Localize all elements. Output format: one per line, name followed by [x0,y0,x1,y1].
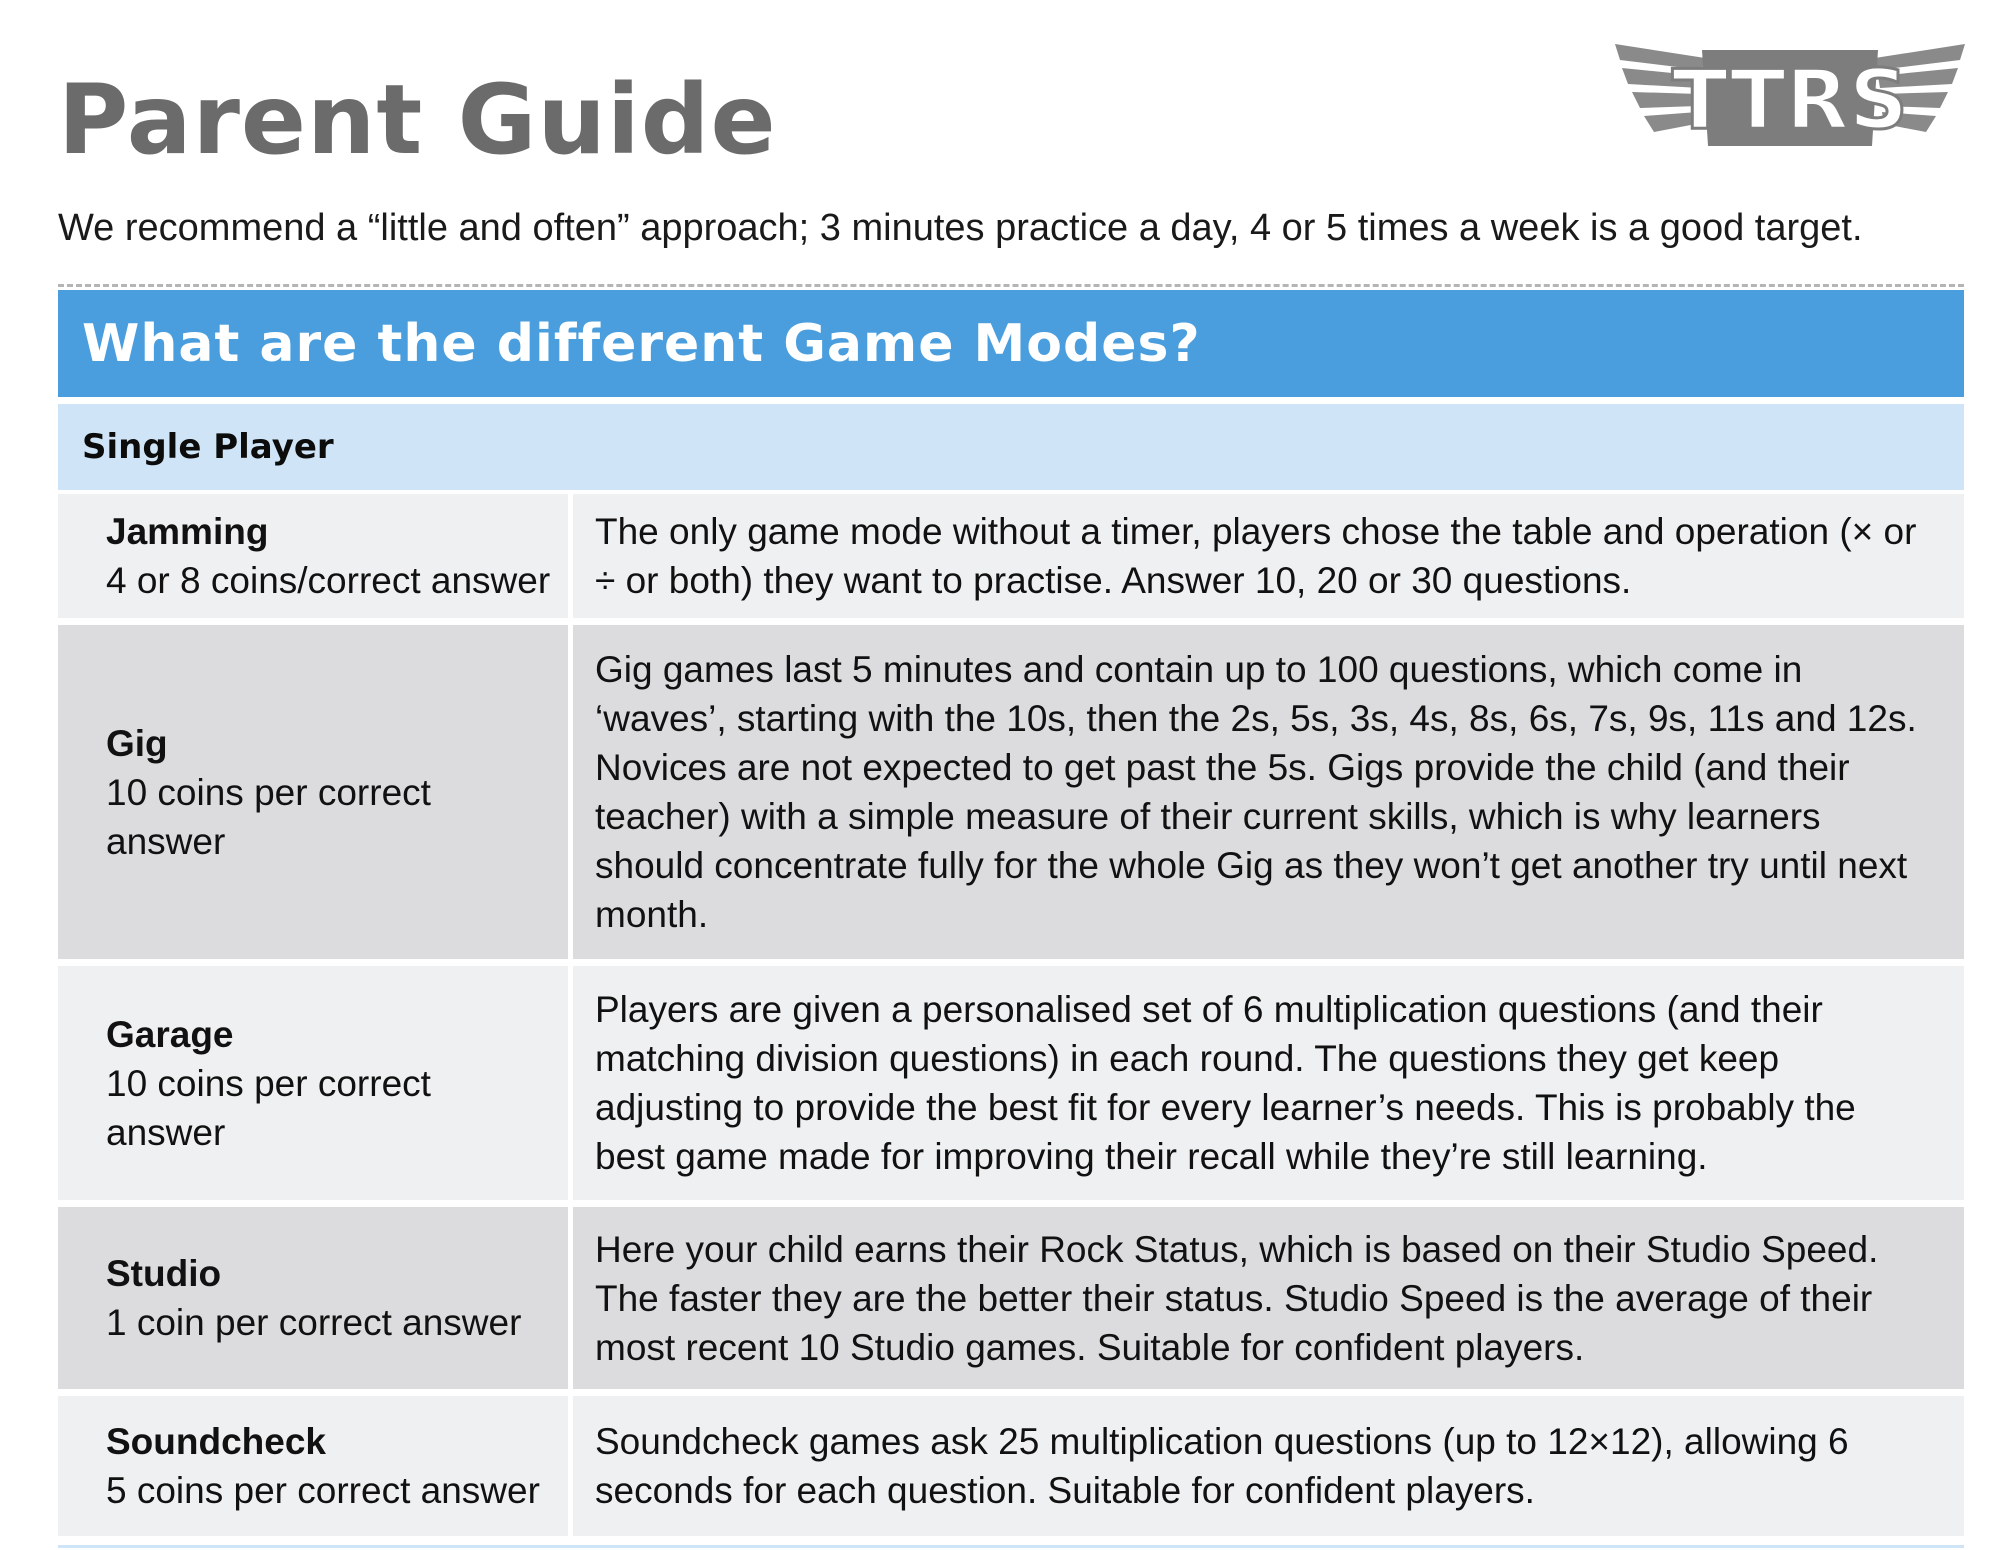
mode-cell [58,1207,568,1389]
logo-text: TTRS [1672,53,1908,148]
table-row-soundcheck [58,1396,1964,1536]
mode-coins: 1 coin per correct answer [106,1302,522,1343]
section-heading-bar [58,290,1964,397]
section-heading: What are the different Game Modes? [82,313,1201,374]
mode-name: Jamming [106,511,269,552]
mode-name: Studio [106,1253,222,1294]
mode-description: Here your child earns their Rock Status, which is based on their Studio Speed. The faster they are the better their status. Studio Speed is the average of their most recent 10 Studio games. Suitable for confident players. [573,1207,1964,1389]
table-row-garage [58,966,1964,1200]
page-title: Parent Guide [58,64,777,176]
mode-cell [58,494,568,618]
dashed-divider [58,284,1964,287]
mode-name: Gig [106,722,168,764]
mode-description: Soundcheck games ask 25 multiplication questions (up to 12×12), allowing 6 seconds for each question. Suitable for confident players. [573,1396,1964,1536]
mode-cell [58,625,568,959]
mode-name: Soundcheck [106,1421,326,1462]
mode-coins: 10 coins per correct answer [106,771,431,862]
ttrs-logo [1610,36,1970,166]
subheading-single-player: Single Player [82,427,334,467]
game-modes-table [58,494,1964,1543]
intro-text: We recommend a “little and often” approach; 3 minutes practice a day, 4 or 5 times a week is a good target. [58,207,1863,249]
table-row-jamming [58,494,1964,618]
mode-coins: 10 coins per correct answer [106,1062,431,1153]
table-row-gig [58,625,1964,959]
mode-description: Gig games last 5 minutes and contain up to 100 questions, which come in ‘waves’, starting with the 10s, then the 2s, 5s, 3s, 4s, 8s, 6s, 7s, 9s, 11s and 12s. Novices are not expected to get past the 5s. Gigs provide the child (and their teacher) with a simple measure of their current skills, which is why learners should concentrate fully for the whole Gig as they won’t get another try until next month. [573,625,1964,959]
mode-name: Garage [106,1013,234,1055]
subheading-bar [58,404,1964,490]
mode-cell [58,966,568,1200]
table-bottom-border [58,1545,1964,1548]
mode-coins: 5 coins per correct answer [106,1470,540,1511]
mode-cell [58,1396,568,1536]
mode-description: The only game mode without a timer, players chose the table and operation (× or ÷ or both) they want to practise. Answer 10, 20 or 30 questions. [573,494,1964,618]
mode-coins: 4 or 8 coins/correct answer [106,560,551,601]
table-row-studio [58,1207,1964,1389]
mode-description: Players are given a personalised set of 6 multiplication questions (and their matching division questions) in each round. The questions they get keep adjusting to provide the best fit for every learner’s needs. This is probably the best game made for improving their recall while they’re still learning. [573,966,1964,1200]
